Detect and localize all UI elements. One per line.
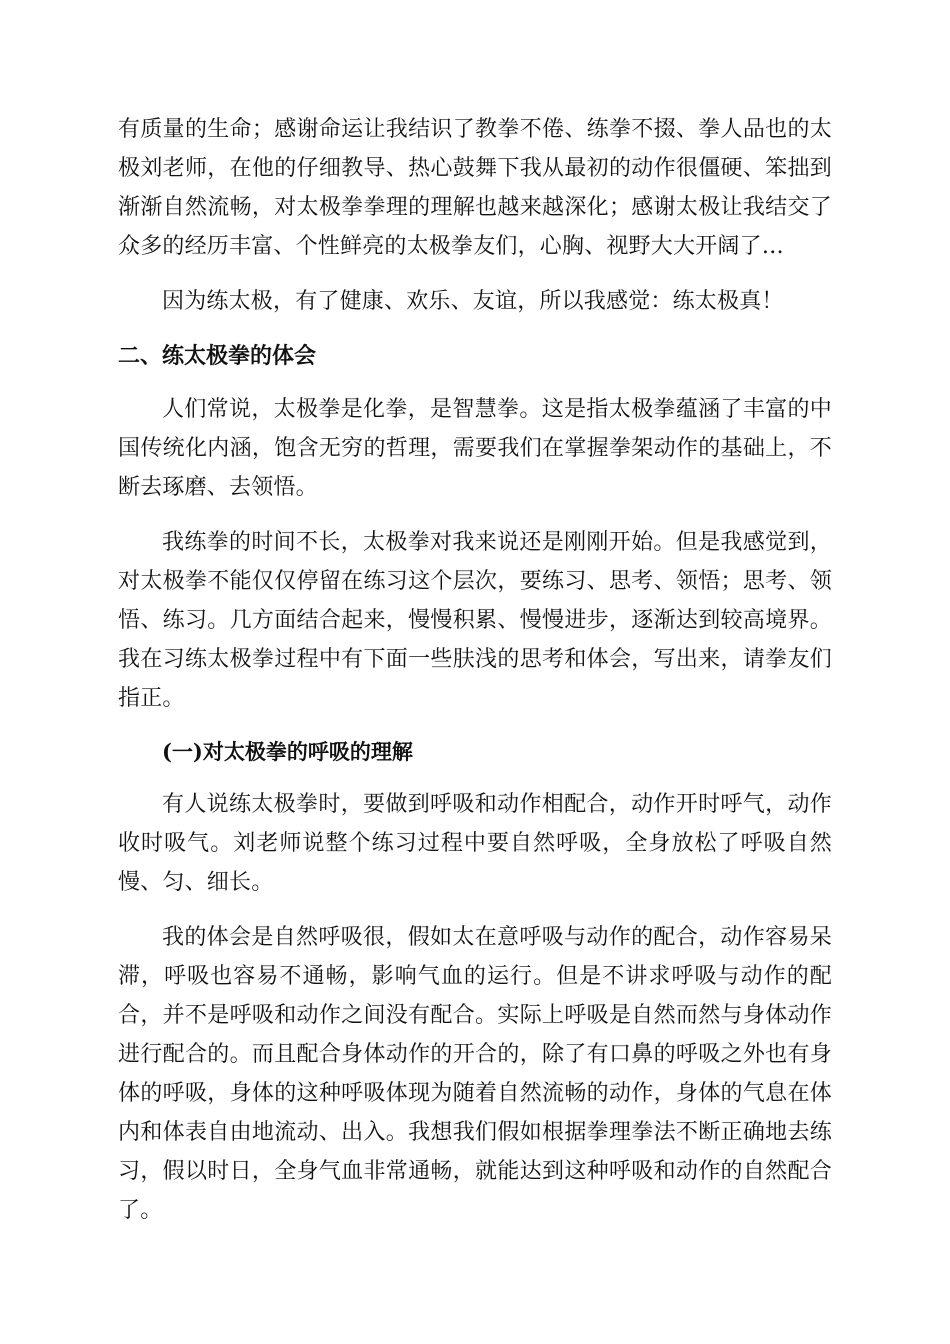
paragraph-conclusion: 因为练太极，有了健康、欢乐、友谊，所以我感觉：练太极真！ (162, 289, 784, 314)
paragraph-breathing-1: 有人说练太极拳时，要做到呼吸和动作相配合，动作开时呼气，动作收时吸气。刘老师说整个练习过程中要自然呼吸，全身放松了呼吸自然慢、匀、细长。 (118, 792, 832, 895)
paragraph-experience: 我练拳的时间不长，太极拳对我来说还是刚刚开始。但是我感觉到，对太极拳不能仅仅停留在练习这个层次，要练习、思考、领悟；思考、领悟、练习。几方面结合起来，慢慢积累、慢慢进步，逐渐达到较高境界。我在习练太极拳过程中有下面一些肤浅的思考和体会，写出来，请拳友们指正。 (118, 530, 832, 711)
paragraph-intro: 人们常说，太极拳是化拳，是智慧拳。这是指太极拳蕴涵了丰富的中国传统化内涵，饱含无穷的哲理，需要我们在掌握拳架动作的基础上，不断去琢磨、去领悟。 (118, 397, 832, 500)
paragraph-breathing-2: 我的体会是自然呼吸很，假如太在意呼吸与动作的配合，动作容易呆滞，呼吸也容易不通畅，影响气血的运行。但是不讲求呼吸与动作的配合，并不是呼吸和动作之间没有配合。实际上呼吸是自然而然与身体动作进行配合的。而且配合身体动作的开合的，除了有口鼻的呼吸之外也有身体的呼吸，身体的这种呼吸体现为随着自然流畅的动作，身体的气息在体内和体表自由地流动、出入。我想我们假如根据拳理拳法不断正确地去练习，假以时日，全身气血非常通畅，就能达到这种呼吸和动作的自然配合了。 (118, 925, 832, 1223)
subsection-heading: (一)对太极拳的呼吸的理解 (162, 739, 413, 764)
section-heading: 二、练太极拳的体会 (118, 344, 317, 369)
paragraph-continued: 有质量的生命；感谢命运让我结识了教拳不倦、练拳不掇、拳人品也的太极刘老师，在他的仔细教导、热心鼓舞下我从最初的动作很僵硬、笨拙到渐渐自然流畅，对太极拳拳理的理解也越来越深化；感谢太极让我结交了众多的经历丰富、个性鲜亮的太极拳友们，心胸、视野大大开阔了… (118, 117, 832, 259)
document-page (118, 110, 832, 1230)
